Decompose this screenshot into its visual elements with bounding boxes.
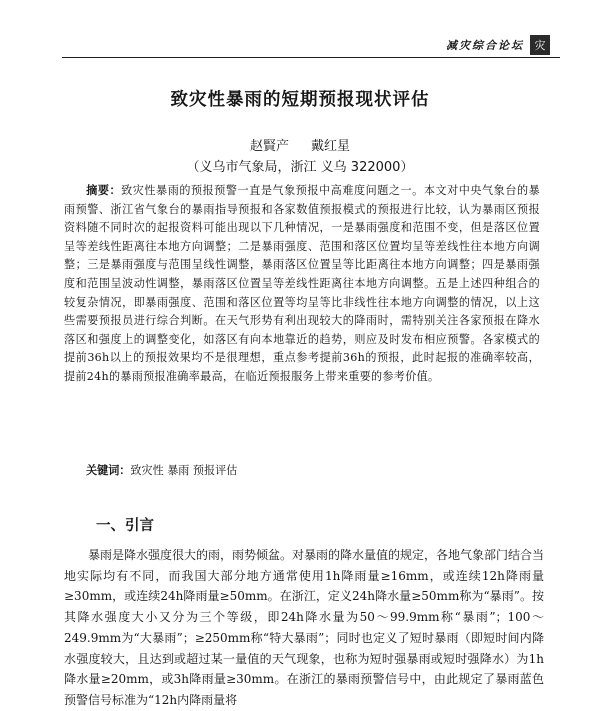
abstract — [64, 182, 540, 387]
article-title: 致灾性暴雨的短期预报现状评估 — [170, 90, 430, 110]
running-head — [446, 34, 550, 56]
author-list — [0, 135, 600, 154]
header-rule — [62, 57, 560, 58]
journal-column-title: 减灾综合论坛 — [446, 39, 524, 52]
keywords — [86, 462, 237, 478]
abstract-text: 致灾性暴雨的预报预警一直是气象预报中高难度问题之一。本文对中央气象台的暴雨预警、浙江省气象台的暴雨指导预报和各家数值预报模式的预报进行比较，认为暴雨区预报资料随不同时次的起报资料可能出现以下几种情况，一是暴雨强度和范围不变，但是落区位置呈等差线性距离往本地方向调整；二是暴雨强度、范围和落区位置均呈等差线性往本地方向调整；三是暴雨强度与范围呈线性调整，暴雨落区位置呈等比距离往本地方向调整；四是暴雨强度和范围呈波动性调整，暴雨落区位置呈等差线性距离往本地方向调整。五是上述四种组合的较复杂情况，即暴雨强度、范围和落区位置等均呈等比非线性往本地方向调整的情况，以上这些需要预报员进行综合判断。在天气形势有利出现较大的降雨时，需特别关注各家预报在降水落区和强度上的调整变化，如落区有向本地靠近的趋势，则应及时发布相应预警。各家模式的提前36h以上的预报效果均不是很理想，重点参考提前36h的预报，此时起报的准确率较高，提前24h的暴雨预报准确率最高，在临近预报服务上带来重要的参考价值。 — [64, 184, 540, 383]
column-emblem-icon: 灾 — [530, 35, 550, 55]
keywords-text: 致灾性 暴雨 预报评估 — [130, 464, 238, 477]
author-name: 戴红星 — [311, 139, 351, 154]
author-name: 赵賢产 — [249, 139, 289, 154]
abstract-label: 摘要： — [86, 184, 122, 197]
section-heading-introduction: 一、引言 — [96, 518, 154, 534]
author-affiliation: （义乌市气象局，浙江 义乌 322000） — [186, 160, 414, 175]
body-paragraph: 暴雨是降水强度很大的雨，雨势倾盆。对暴雨的降水量值的规定，各地气象部门结合当地实际均有不同，而我国大部分地方通常使用1h降雨量≥16mm，或连续12h降雨量≥30mm，或连续24h降雨量≥50mm。在浙江，定义24h降水量≥50mm称为“暴雨”。按其降水强度大小又分为三个等级，即24h降水量为50～99.9mm称“暴雨”；100～249.9mm为“大暴雨”；≥250mm称“特大暴雨”；同时也定义了短时暴雨（即短时间内降水强度较大，且达到或超过某一量值的天气现象，也称为短时强暴雨或短时强降水）为1h降水量≥20mm，或3h降雨量≥30mm。在浙江的暴雨预警信号中，由此规定了暴雨蓝色预警信号标准为“12h内降雨量将 — [64, 548, 545, 707]
keywords-label: 关键词： — [86, 464, 131, 477]
